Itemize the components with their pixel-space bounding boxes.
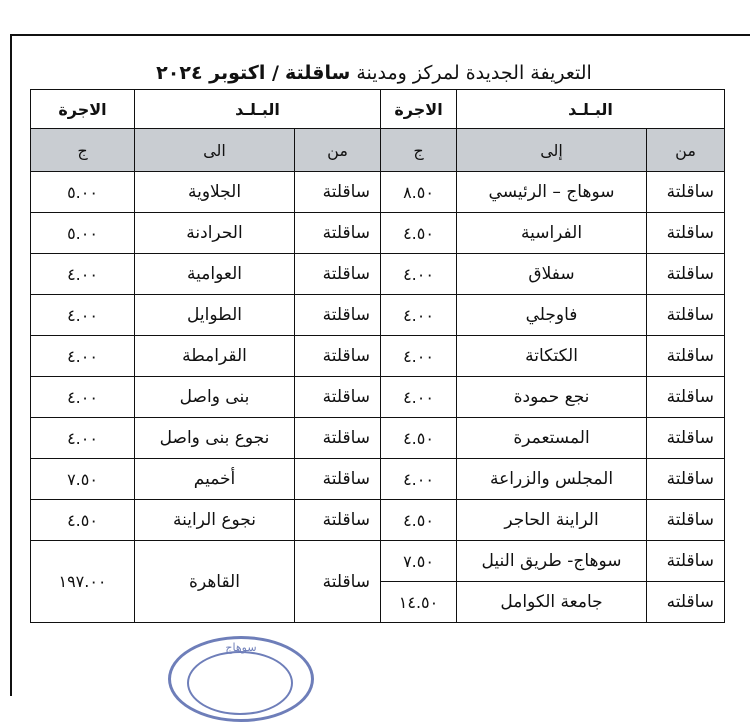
destination-cell: نجوع بنى واصل [135, 418, 295, 459]
fare-cell: ١٩٧.٠٠ [31, 541, 135, 623]
table-row [31, 336, 725, 377]
destination-cell: نجع حمودة [457, 377, 647, 418]
destination-cell: سوهاج – الرئيسي [457, 172, 647, 213]
document-title [24, 58, 724, 88]
title-suffix: / اكتوبر ٢٠٢٤ [156, 62, 279, 84]
header-place-right: البـلـد [457, 90, 725, 129]
header-currency-left: ج [31, 129, 135, 172]
destination-cell: القاهرة [135, 541, 295, 623]
destination-cell: العوامية [135, 254, 295, 295]
destination-cell: سفلاق [457, 254, 647, 295]
table-row [31, 172, 725, 213]
destination-cell: بنى واصل [135, 377, 295, 418]
fare-cell: ٤.٠٠ [31, 418, 135, 459]
from-cell: ساقلته [647, 582, 725, 623]
from-cell: ساقلتة [295, 295, 381, 336]
from-cell: ساقلتة [295, 541, 381, 623]
fare-cell: ٤.٥٠ [381, 213, 457, 254]
header-place-left: البـلـد [135, 90, 381, 129]
destination-cell: أخميم [135, 459, 295, 500]
destination-cell: المستعمرة [457, 418, 647, 459]
header-from-right: من [647, 129, 725, 172]
destination-cell: المجلس والزراعة [457, 459, 647, 500]
fare-cell: ٤.٠٠ [381, 254, 457, 295]
from-cell: ساقلتة [647, 172, 725, 213]
table-row [31, 418, 725, 459]
destination-cell: الطوايل [135, 295, 295, 336]
from-cell: ساقلتة [295, 254, 381, 295]
fare-cell: ٥.٠٠ [31, 172, 135, 213]
destination-cell: الفراسية [457, 213, 647, 254]
from-cell: ساقلتة [295, 172, 381, 213]
fare-cell: ٤.٠٠ [381, 295, 457, 336]
from-cell: ساقلتة [647, 500, 725, 541]
from-cell: ساقلتة [647, 541, 725, 582]
header-fare-right: الاجرة [381, 90, 457, 129]
fare-cell: ٤.٥٠ [31, 500, 135, 541]
header-from-left: من [295, 129, 381, 172]
fare-cell: ٧.٥٠ [381, 541, 457, 582]
fare-cell: ٤.٠٠ [31, 295, 135, 336]
destination-cell: الحرادنة [135, 213, 295, 254]
destination-cell: نجوع الراينة [135, 500, 295, 541]
from-cell: ساقلتة [647, 418, 725, 459]
destination-cell: الراينة الحاجر [457, 500, 647, 541]
table-row [31, 500, 725, 541]
fare-cell: ٥.٠٠ [31, 213, 135, 254]
title-city: ساقلتة [284, 62, 351, 84]
fare-cell: ٤.٠٠ [381, 459, 457, 500]
header-fare-left: الاجرة [31, 90, 135, 129]
fare-cell: ٤.٥٠ [381, 418, 457, 459]
fare-cell: ٨.٥٠ [381, 172, 457, 213]
fare-table [30, 89, 725, 623]
from-cell: ساقلتة [295, 336, 381, 377]
table-row [31, 541, 725, 582]
stamp-text: سوهاج [225, 641, 257, 654]
table-row [31, 459, 725, 500]
destination-cell: الجلاوية [135, 172, 295, 213]
destination-cell: الكتكاتة [457, 336, 647, 377]
official-stamp [168, 636, 314, 722]
from-cell: ساقلتة [295, 377, 381, 418]
header-to-left: الى [135, 129, 295, 172]
fare-cell: ٤.٠٠ [381, 377, 457, 418]
from-cell: ساقلتة [295, 459, 381, 500]
header-currency-right: ج [381, 129, 457, 172]
from-cell: ساقلتة [295, 418, 381, 459]
fare-cell: ١٤.٥٠ [381, 582, 457, 623]
destination-cell: فاوجلي [457, 295, 647, 336]
destination-cell: القرامطة [135, 336, 295, 377]
from-cell: ساقلتة [647, 213, 725, 254]
from-cell: ساقلتة [647, 459, 725, 500]
from-cell: ساقلتة [647, 377, 725, 418]
table-row [31, 295, 725, 336]
fare-cell: ٧.٥٠ [31, 459, 135, 500]
from-cell: ساقلتة [647, 336, 725, 377]
from-cell: ساقلتة [295, 500, 381, 541]
fare-cell: ٤.٠٠ [381, 336, 457, 377]
destination-cell: سوهاج- طريق النيل [457, 541, 647, 582]
fare-cell: ٤.٥٠ [381, 500, 457, 541]
title-prefix: التعريفة الجديدة لمركز ومدينة [356, 62, 592, 84]
fare-cell: ٤.٠٠ [31, 336, 135, 377]
header-band-row [31, 90, 725, 129]
destination-cell: جامعة الكوامل [457, 582, 647, 623]
fare-cell: ٤.٠٠ [31, 254, 135, 295]
stamp-inner-ring [187, 651, 293, 715]
fare-cell: ٤.٠٠ [31, 377, 135, 418]
table-row [31, 254, 725, 295]
from-cell: ساقلتة [647, 254, 725, 295]
header-to-right: إلى [457, 129, 647, 172]
from-cell: ساقلتة [647, 295, 725, 336]
table-row [31, 213, 725, 254]
table-row [31, 377, 725, 418]
from-cell: ساقلتة [295, 213, 381, 254]
header-sub-row [31, 129, 725, 172]
